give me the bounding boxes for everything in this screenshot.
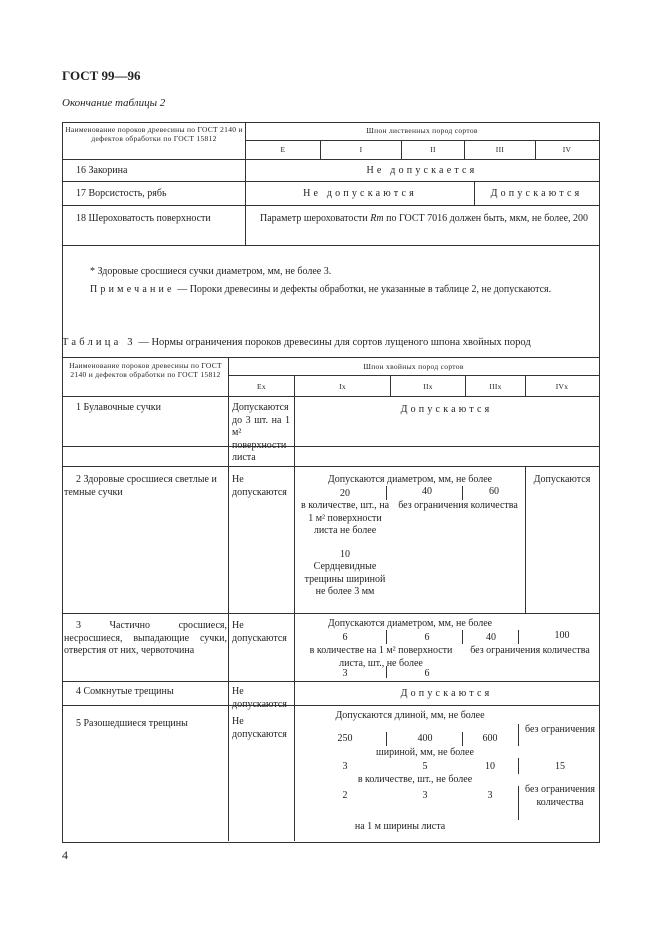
count-iix: 3 bbox=[422, 790, 428, 801]
grade-header: II bbox=[430, 145, 436, 154]
column-header-group: Шпон хвойных пород сортов bbox=[363, 362, 464, 371]
count-ix: 2 bbox=[342, 790, 348, 801]
value-ix-2: 10 bbox=[340, 549, 350, 560]
value-iiix: 40 bbox=[486, 632, 496, 643]
row-head: Допускаются диаметром, мм, не более bbox=[327, 474, 493, 485]
grade-header: Е bbox=[280, 145, 286, 154]
width-ivx: 15 bbox=[555, 761, 565, 772]
desc-right: без ограничения количества bbox=[470, 645, 590, 656]
value-ivx: 100 bbox=[554, 630, 570, 641]
row-name: 16 Закорина bbox=[76, 165, 128, 176]
row-name: 17 Ворсистость, рябь bbox=[76, 188, 167, 199]
row-value: Допускаются bbox=[400, 688, 493, 699]
length-iiix: 600 bbox=[482, 733, 498, 744]
column-header-defects: Наименование пороков древесины по ГОСТ 2140 и дефектов обработки по ГОСТ 15812 bbox=[69, 361, 222, 379]
grade-header: IV bbox=[562, 145, 572, 154]
row-value: Не допускаются bbox=[303, 188, 417, 199]
row-value: Параметр шероховатости Rm по ГОСТ 7016 должен быть, мкм, не более, 200 bbox=[260, 213, 589, 224]
grade-header: Iх bbox=[339, 382, 346, 391]
width-ix: 3 bbox=[342, 761, 348, 772]
length-iix: 400 bbox=[417, 733, 433, 744]
note: Примечание — Пороки древесины и дефекты обработки, не указанные в таблице 2, не допускаются. bbox=[90, 284, 552, 295]
value-ix: 20 bbox=[340, 488, 350, 499]
column-header-defects: Наименование пороков древесины по ГОСТ 2140 и дефектов обработки по ГОСТ 15812 bbox=[65, 125, 243, 143]
grade-header: IIх bbox=[423, 382, 433, 391]
row-head: Допускаются длиной, мм, не более bbox=[335, 710, 485, 721]
count-ivx: без ограничения количества bbox=[525, 784, 595, 808]
count-iiix: 3 bbox=[487, 790, 493, 801]
row-value-ex: Допускаются до 3 шт. на 1 м² поверхности листа bbox=[232, 402, 290, 463]
row-value-ex: Не допускаются bbox=[232, 620, 287, 644]
row-value: Допускаются bbox=[400, 404, 493, 415]
value-iiix: 60 bbox=[489, 486, 499, 497]
width-iix: 5 bbox=[422, 761, 428, 772]
grade-header: IIIх bbox=[489, 382, 502, 391]
footnote: * Здоровые сросшиеся сучки диаметром, мм, не более 3. bbox=[90, 266, 332, 277]
desc-ix: в количестве, шт., на 1 м² поверхности листа не более bbox=[300, 500, 390, 536]
row-value-ex: Не допускаются bbox=[232, 716, 287, 740]
desc: в количестве на 1 м² поверхности листа, шт., не более bbox=[309, 645, 453, 669]
page-number: 4 bbox=[62, 848, 68, 862]
column-header-group: Шпон лиственных пород сортов bbox=[366, 126, 478, 135]
row-value-ex: Не допускаются bbox=[232, 474, 287, 498]
value-iix: 40 bbox=[422, 486, 432, 497]
document-header: ГОСТ 99—96 bbox=[62, 68, 141, 83]
table-continuation-label: Окончание таблицы 2 bbox=[62, 97, 166, 109]
row-name: 5 Разошедшиеся трещины bbox=[76, 718, 188, 729]
width-head: шириной, мм, не более bbox=[376, 747, 474, 758]
row-foot: на 1 м ширины листа bbox=[354, 821, 446, 832]
row-name: 3 Частично сросшиеся, несросшиеся, выпадающие сучки, отверстия от них, червоточина bbox=[64, 620, 227, 656]
grade-header: I bbox=[359, 145, 363, 154]
row-name: 2 Здоровые сросшиеся светлые и темные сучки bbox=[64, 474, 217, 498]
row-name: 18 Шероховатость поверхности bbox=[76, 213, 211, 224]
value-ivx: Допускаются bbox=[533, 474, 591, 485]
row-value: Не допускается bbox=[366, 165, 478, 176]
value-ix-2: 3 bbox=[342, 668, 348, 679]
grade-header: IVх bbox=[555, 382, 569, 391]
row-value-ex: Не допускаются bbox=[232, 686, 287, 710]
desc-ix-2: Сердцевидные трещины шириной не более 3 мм bbox=[304, 561, 386, 597]
grade-header: Ех bbox=[257, 382, 266, 391]
row-head: Допускаются диаметром, мм, не более bbox=[327, 618, 493, 629]
count-head: в количестве, шт., не более bbox=[357, 774, 473, 785]
table-3-caption: Таблица 3 — Нормы ограничения пороков древесины для сортов лущеного шпона хвойных пород bbox=[62, 337, 531, 348]
length-ix: 250 bbox=[337, 733, 353, 744]
width-iiix: 10 bbox=[485, 761, 495, 772]
row-name: 1 Булавочные сучки bbox=[76, 402, 161, 413]
row-name: 4 Сомкнутые трещины bbox=[76, 686, 174, 697]
grade-header: III bbox=[495, 145, 505, 154]
value-iix: 6 bbox=[424, 632, 430, 643]
length-ivx: без ограничения bbox=[525, 724, 595, 735]
value-ix: 6 bbox=[342, 632, 348, 643]
value-iix-2: 6 bbox=[424, 668, 430, 679]
row-value: Допускаются bbox=[490, 188, 583, 199]
desc-mid: без ограничения количества bbox=[398, 500, 518, 511]
